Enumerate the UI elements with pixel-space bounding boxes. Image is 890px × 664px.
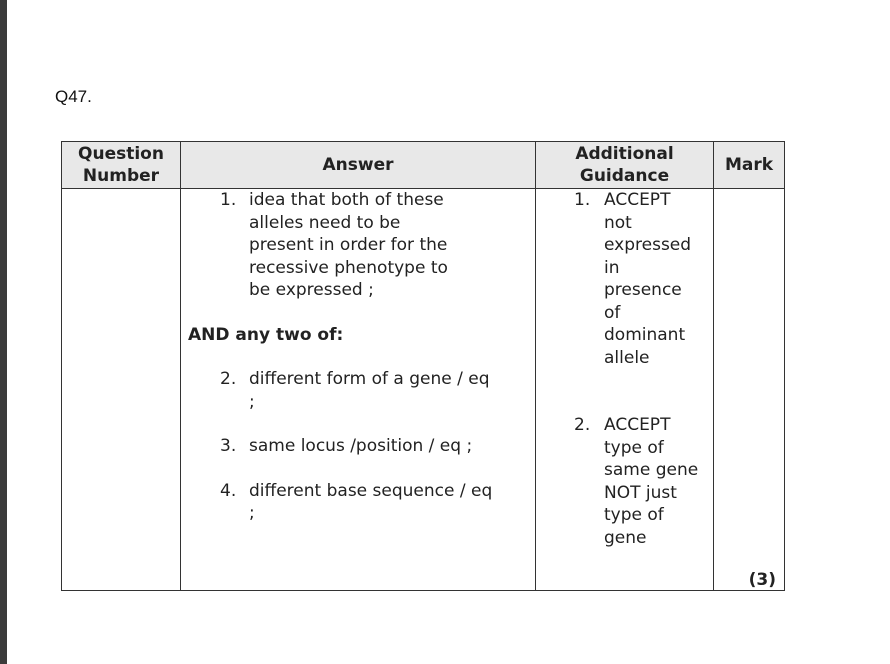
answer-point-1: 1. idea that both of these alleles need to be present in order for the recessive phenotype to be expressed ; — [220, 190, 448, 300]
mark-cell — [714, 189, 785, 591]
header-question-number: Question Number — [62, 142, 181, 189]
answer-point-4: 4. different base sequence / eq ; — [220, 480, 493, 523]
guidance-point-2: 2. ACCEPT type of same gene NOT just type of gene — [574, 415, 699, 548]
guidance-point-1: 1. ACCEPT not expressed in presence of dominant allele — [574, 190, 692, 368]
header-row — [62, 142, 785, 189]
guidance-cell — [536, 189, 714, 591]
answer-point-3: 3. same locus /position / eq ; — [220, 436, 473, 456]
mark-scheme-table — [61, 141, 785, 591]
answer-point-2: 2. different form of a gene / eq ; — [220, 369, 490, 412]
content-row — [62, 189, 785, 591]
answer-cell — [181, 189, 536, 591]
question-label: Q47. — [55, 87, 92, 106]
question-number-cell — [62, 189, 181, 591]
header-mark: Mark — [714, 142, 785, 189]
mark-total: (3) — [748, 569, 776, 590]
header-answer: Answer — [181, 142, 536, 189]
header-additional-guidance: Additional Guidance — [536, 142, 714, 189]
left-edge-bar — [0, 0, 7, 664]
and-any-two-label: AND any two of: — [188, 324, 344, 345]
